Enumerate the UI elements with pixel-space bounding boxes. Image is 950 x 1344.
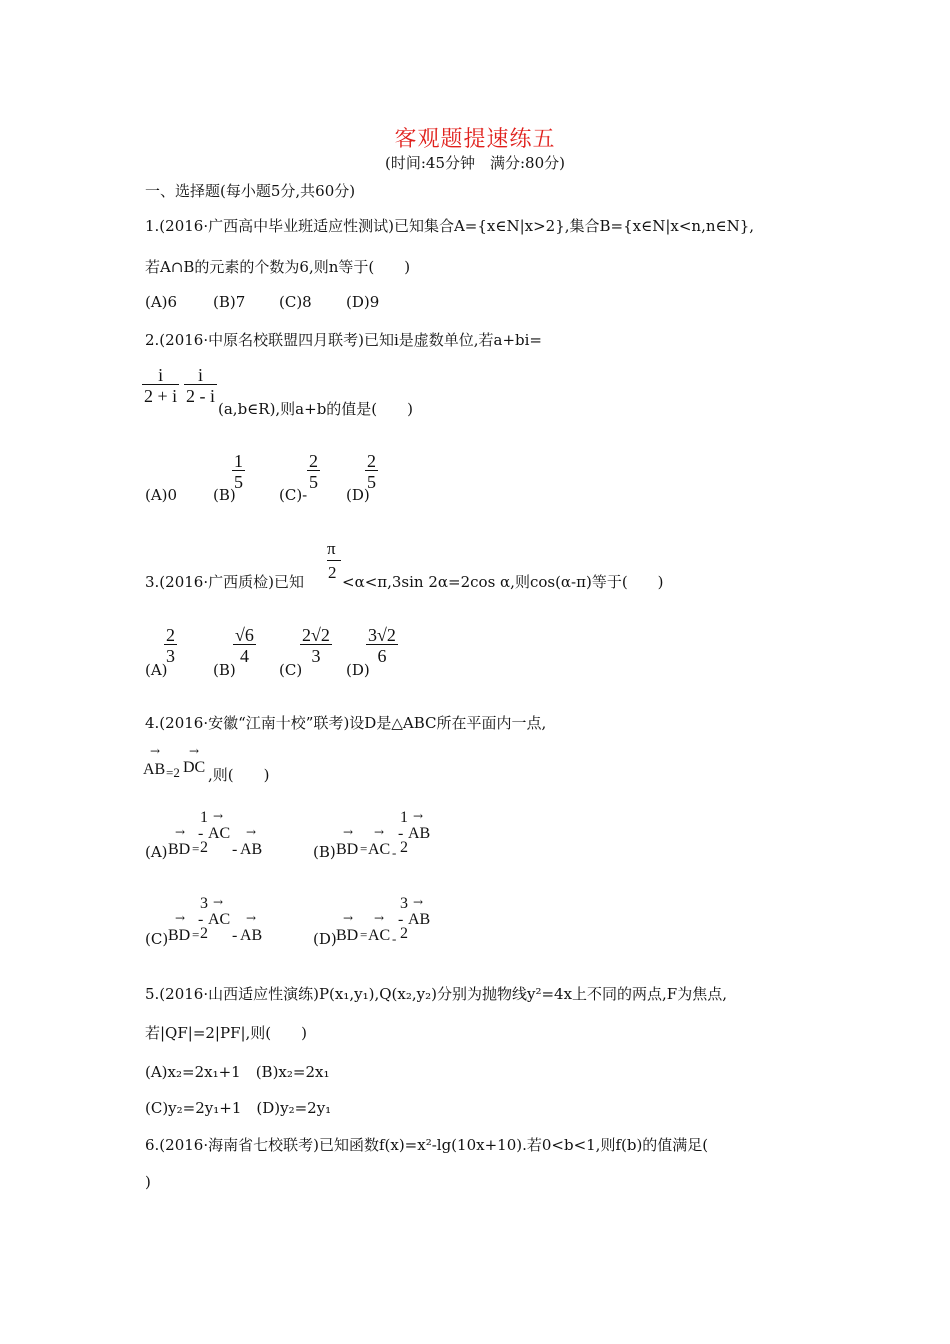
q4-b-vector-ab: AB (408, 825, 431, 842)
page-title: 客观题提速练五 (394, 127, 556, 152)
q4-c-vector-ab: AB (240, 927, 263, 944)
q3-stem-post: <α<π,3sin 2α=2cos α,则cos(α-π)等于( ) (342, 573, 664, 591)
q4-option-d-label: (D) (313, 930, 337, 948)
q1-stem-line1: 1.(2016·广西高中毕业班适应性测试)已知集合A={x∈N|x>2},集合B={x∈N|x<n,n∈N}, (145, 217, 755, 235)
q2-option-a: (A)0 (145, 486, 178, 504)
q2-option-d-label: (D) (346, 486, 370, 504)
q4-stem-line1: 4.(2016·安徽“江南十校”联考)设D是△ABC所在平面内一点, (145, 714, 547, 732)
q2-option-c-label: (C)- (279, 486, 308, 504)
q4-b-vector-bd: BD (336, 841, 359, 858)
page-subtitle: (时间:45分钟 满分:80分) (385, 154, 565, 172)
q4-a-vector-ab: AB (240, 841, 263, 858)
q4-d-vector-ac: AC (368, 927, 391, 944)
q3-option-b-fraction: $\frac{√6}{4}$ (235, 625, 254, 666)
q5-stem-line1: 5.(2016·山西适应性演练)P(x₁,y₁),Q(x₂,y₂)分别为抛物线y²=4x上不同的两点,F为焦点, (145, 985, 727, 1003)
q4-d-vector-bd: BD (336, 927, 359, 944)
q4-c-vector-bd: BD (168, 927, 191, 944)
q3-option-b-label: (B) (213, 661, 236, 679)
q4-vector-arrow-dc: → (189, 744, 200, 758)
q2-option-c-fraction: $\frac{2}{5}$ (309, 451, 318, 492)
q2-frac1-denominator: 2 + i (144, 386, 178, 406)
q3-pi-numerator: π (327, 539, 336, 558)
q4-a-coef-num: 1 (200, 809, 208, 826)
section-heading: 一、选择题(每小题5分,共60分) (145, 182, 356, 200)
q2-frac1-numerator: i (158, 365, 164, 385)
q3-option-a-fraction: $\frac{2}{3}$ (166, 625, 175, 666)
q4-option-b-label: (B) (313, 843, 336, 861)
q3-option-d-fraction: $\frac{3√2}{6}$ (368, 625, 396, 666)
q5-options-ab: (A)x₂=2x₁+1 (B)x₂=2x₁ (145, 1063, 330, 1081)
q5-stem-line2: 若|QF|=2|PF|,则( ) (145, 1024, 308, 1042)
q6-stem-line1: 6.(2016·海南省七校联考)已知函数f(x)=x²-lg(10x+10).若0<b<1,则f(b)的值满足( (145, 1136, 709, 1154)
q6-stem-line2: ) (145, 1173, 151, 1191)
q1-stem-line2: 若A∩B的元素的个数为6,则n等于( ) (145, 258, 411, 276)
q3-option-a-label: (A) (145, 661, 168, 679)
q1-option-d: (D)9 (346, 293, 380, 311)
q4-b-vector-ac: AC (368, 841, 391, 858)
q3-option-d-label: (D) (346, 661, 370, 679)
q2-option-d-fraction: $\frac{2}{5}$ (367, 451, 376, 492)
q2-stem-tail: (a,b∈R),则a+b的值是( ) (218, 400, 414, 418)
q4-option-a-label: (A) (145, 843, 168, 861)
q2-option-b-fraction: $\frac{1}{5}$ (234, 451, 243, 492)
document-page: 客观题提速练五 (时间:45分钟 满分:80分) 一、选择题(每小题5分,共60分) 1.(2016·广西高中毕业班适应性测试)已知集合A={x∈N|x>2},集合B={x∈N|x<n,n∈N}, 若A∩B的元素的个数为6,则n等于( ) (A)6 (B)7 (C)8 (D)9 2.(2016·中原名校联盟四月联考)已知i是虚数单位,若a+bi= $\frac{i}{2 + i}$ $\frac{i}{2 - i}$ (a,b∈R),则a+b的值是( ) (A)0 (B) $\frac{1}{5}$ (C)- $\frac{2}{5}$ (D) $\frac{2}{5}$ π 3.(2016·广西质检)已知 2 <α<π,3sin 2α=2cos α,则cos(α-π)等于( ) (A) $\frac{2}{3}$ (B) $\frac{√6}{4}$ (C) $\frac{2√2}{3}$ (D) $\frac{3√2}{6}$ 4.(2016·安徽“江南十校”联考)设D是△ABC所在平面内一点, → → AB =2 DC ,则( ) (A) 1 → - AC → → BD = 2 - AB (B) 1 → - AB → → BD = AC - 2 (C) 3 → - AC → → BD = 2 - AB (D) 3 → - AB → → BD = AC - 2 5.(2016·山西适应性演练)P(x₁,y₁),Q(x₂,y₂)分别为抛物线y²=4x上不同的两点,F为焦点, 若|QF|=2|PF|,则( ) (A)x₂=2x₁+1 (B)x₂=2x₁ (C)y₂=2y₁+1 (D)y₂=2y₁ 6.(2016·海南省七校联考)已知函数f(x)=x²-lg(10x+10).若0<b<1,则f(b)的值满足( ) (0, 0, 950, 1344)
q1-option-b: (B)7 (213, 293, 246, 311)
q4-option-c-label: (C) (145, 930, 169, 948)
q4-vector-ab: AB (143, 761, 166, 778)
q4-a-vector-bd: BD (168, 841, 191, 858)
q4-vector-dc: DC (183, 759, 206, 776)
q5-options-cd: (C)y₂=2y₁+1 (D)y₂=2y₁ (145, 1099, 332, 1117)
q2-frac2-numerator: i (197, 365, 203, 385)
q3-option-c-fraction: $\frac{2√2}{3}$ (302, 625, 330, 666)
q3-fraction-bar (327, 560, 341, 561)
q3-two-denominator: 2 (328, 563, 337, 582)
q2-option-b-label: (B) (213, 486, 236, 504)
q4-equals-two: =2 (166, 765, 180, 780)
q1-option-c: (C)8 (279, 293, 312, 311)
q2-stem-line1: 2.(2016·中原名校联盟四月联考)已知i是虚数单位,若a+bi= (145, 331, 543, 349)
q2-fraction-2 (184, 366, 217, 405)
q4-d-vector-ab: AB (408, 911, 431, 928)
q3-stem-pre: 3.(2016·广西质检)已知 (145, 573, 304, 591)
q2-frac2-denominator: 2 - i (186, 386, 215, 406)
q4-stem-tail: ,则( ) (208, 766, 270, 784)
q4-vector-arrow-ab: → (150, 744, 161, 758)
q2-fraction-1 (142, 366, 179, 405)
q4-a-vector-ac: AC (208, 825, 231, 842)
q1-option-a: (A)6 (145, 293, 178, 311)
q4-c-vector-ac: AC (208, 911, 231, 928)
q3-option-c-label: (C) (279, 661, 303, 679)
